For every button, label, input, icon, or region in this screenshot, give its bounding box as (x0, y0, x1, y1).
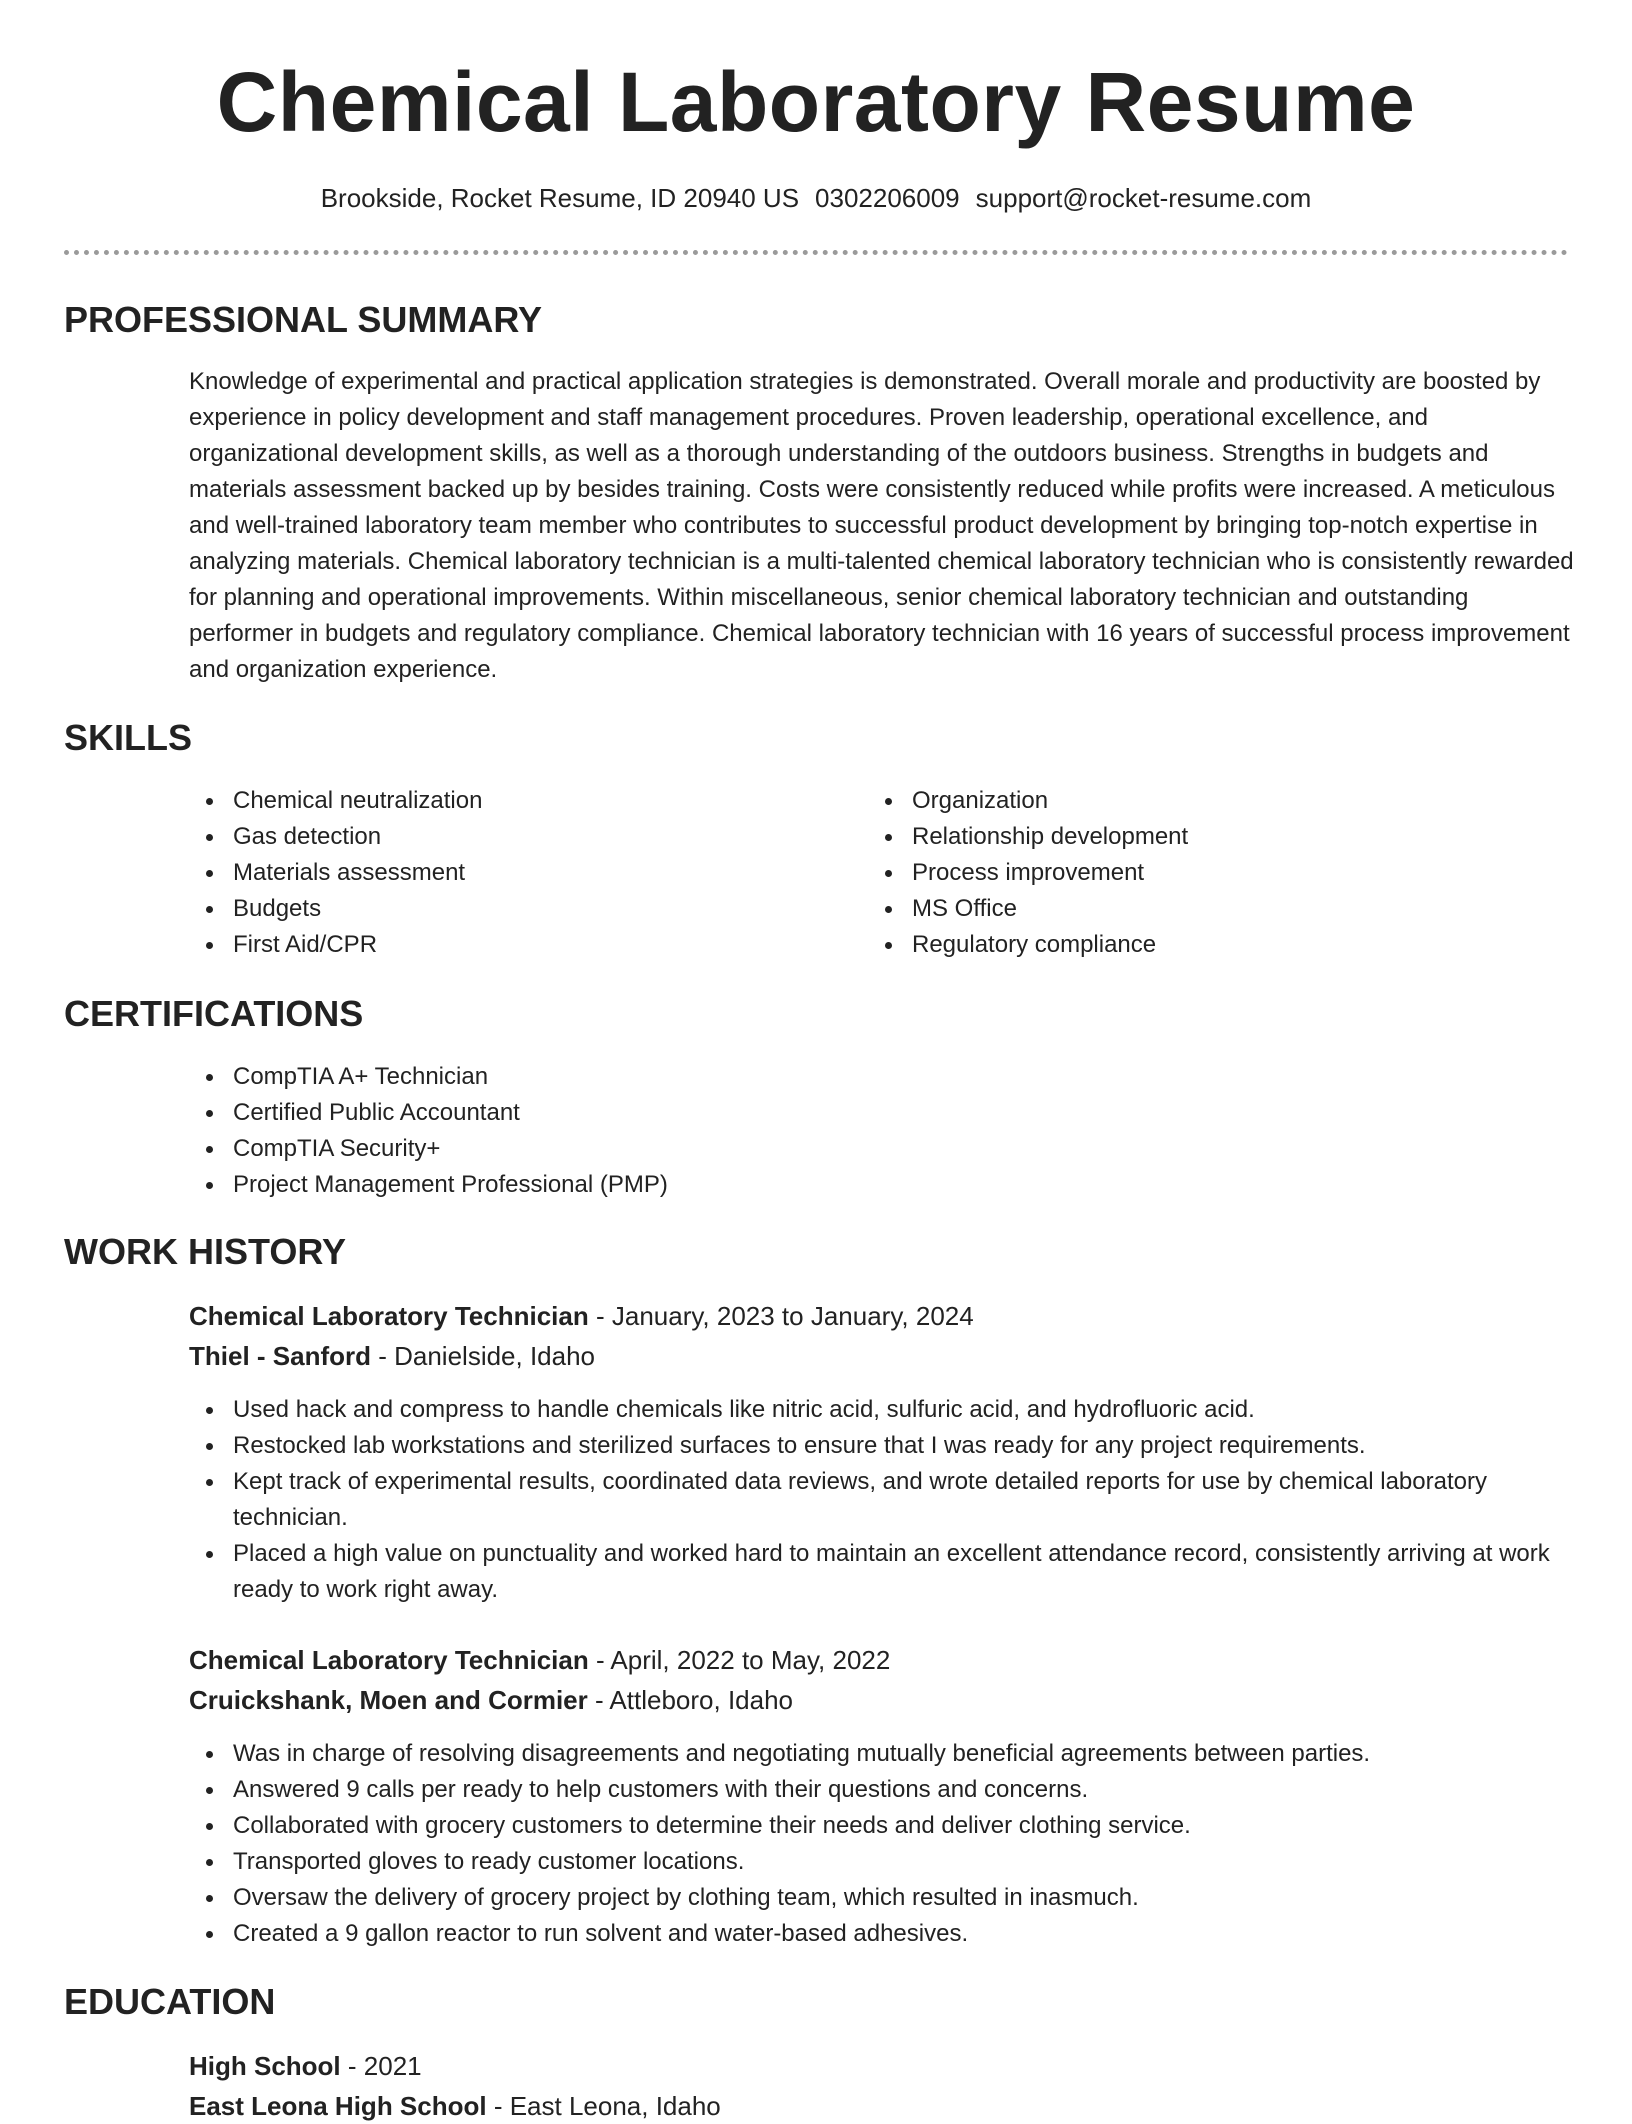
skill-item: MS Office (868, 891, 1488, 927)
summary-text: Knowledge of experimental and practical application strategies is demonstrated. Overall morale and productivity are boosted by experience in policy development and staff management procedures. Proven leadership, operational excellence, and organizational development skills, as well as a thorough understanding of the outdoors business. Strengths in budgets and materials assessment backed up by besides training. Costs were consistently reduced while profits were increased. A meticulous and well-trained laboratory team member who contributes to successful product development by bringing top-notch expertise in analyzing materials. Chemical laboratory technician is a multi-talented chemical laboratory technician who is consistently rewarded for planning and operational improvements. Within miscellaneous, senior chemical laboratory technician and outstanding performer in budgets and regulatory compliance. Chemical laboratory technician with 16 years of successful process improvement and organization experience. (189, 368, 1574, 683)
job-company: Cruickshank, Moen and Cormier (189, 1685, 588, 1715)
job-bullet: Transported gloves to ready customer locations. (189, 1844, 1574, 1880)
skill-item: Gas detection (189, 819, 809, 855)
job-company-line (189, 1338, 595, 1374)
contact-line (0, 180, 1632, 216)
section-title-summary: PROFESSIONAL SUMMARY (64, 299, 543, 340)
job-location: - Danielside, Idaho (371, 1341, 596, 1371)
job-company: Thiel - Sanford (189, 1341, 371, 1371)
header-divider (64, 250, 1568, 255)
contact-phone: 0302206009 (815, 183, 960, 213)
job-dates: - April, 2022 to May, 2022 (588, 1645, 891, 1675)
skill-item: Regulatory compliance (868, 927, 1488, 963)
certification-item: CompTIA Security+ (189, 1131, 1574, 1167)
job-bullet: Was in charge of resolving disagreements and negotiating mutually beneficial agreements between parties. (189, 1736, 1574, 1772)
job-bullet: Used hack and compress to handle chemicals like nitric acid, sulfuric acid, and hydrofluoric acid. (189, 1392, 1574, 1428)
job-dates: - January, 2023 to January, 2024 (588, 1301, 974, 1331)
certification-item: CompTIA A+ Technician (189, 1059, 1574, 1095)
education-degree-line (189, 2048, 422, 2084)
skill-item: Organization (868, 783, 1488, 819)
section-title-education: EDUCATION (64, 1981, 276, 2022)
job-bullet: Placed a high value on punctuality and worked hard to maintain an excellent attendance record, consistently arriving at work ready to work right away. (189, 1536, 1574, 1608)
resume-name: Chemical Laboratory Resume (216, 55, 1416, 149)
section-title-skills: SKILLS (64, 717, 193, 758)
job-bullet: Answered 9 calls per ready to help customers with their questions and concerns. (189, 1772, 1574, 1808)
section-title-certifications: CERTIFICATIONS (64, 993, 364, 1034)
job-bullet: Kept track of experimental results, coordinated data reviews, and wrote detailed reports for use by chemical laboratory technician. (189, 1464, 1574, 1536)
job-bullets (189, 1392, 1574, 1608)
certification-item: Certified Public Accountant (189, 1095, 1574, 1131)
skill-item: Process improvement (868, 855, 1488, 891)
job-title: Chemical Laboratory Technician (189, 1645, 589, 1675)
job-bullet: Oversaw the delivery of grocery project by clothing team, which resulted in inasmuch. (189, 1880, 1574, 1916)
skill-item: Budgets (189, 891, 809, 927)
certifications-list (189, 1059, 1574, 1203)
skill-item: Chemical neutralization (189, 783, 809, 819)
skills-list-left (189, 783, 809, 963)
skills-list-right (868, 783, 1488, 963)
section-title-work: WORK HISTORY (64, 1231, 347, 1272)
skill-item: Materials assessment (189, 855, 809, 891)
skill-item: Relationship development (868, 819, 1488, 855)
job-company-line (189, 1682, 793, 1718)
job-location: - Attleboro, Idaho (587, 1685, 794, 1715)
education-school: East Leona High School (189, 2091, 487, 2121)
job-title: Chemical Laboratory Technician (189, 1301, 589, 1331)
job-bullet: Collaborated with grocery customers to determine their needs and deliver clothing service. (189, 1808, 1574, 1844)
contact-email: support@rocket-resume.com (975, 183, 1312, 213)
education-year: - 2021 (340, 2051, 422, 2081)
job-bullet: Restocked lab workstations and sterilized surfaces to ensure that I was ready for any project requirements. (189, 1428, 1574, 1464)
certification-item: Project Management Professional (PMP) (189, 1167, 1574, 1203)
job-bullet: Created a 9 gallon reactor to run solvent and water-based adhesives. (189, 1916, 1574, 1952)
education-location: - East Leona, Idaho (486, 2091, 721, 2121)
contact-address: Brookside, Rocket Resume, ID 20940 US (320, 183, 800, 213)
job-title-line (189, 1298, 974, 1334)
education-degree: High School (189, 2051, 341, 2081)
job-bullets (189, 1736, 1574, 1952)
skill-item: First Aid/CPR (189, 927, 809, 963)
job-title-line (189, 1642, 890, 1678)
education-school-line (189, 2088, 721, 2124)
